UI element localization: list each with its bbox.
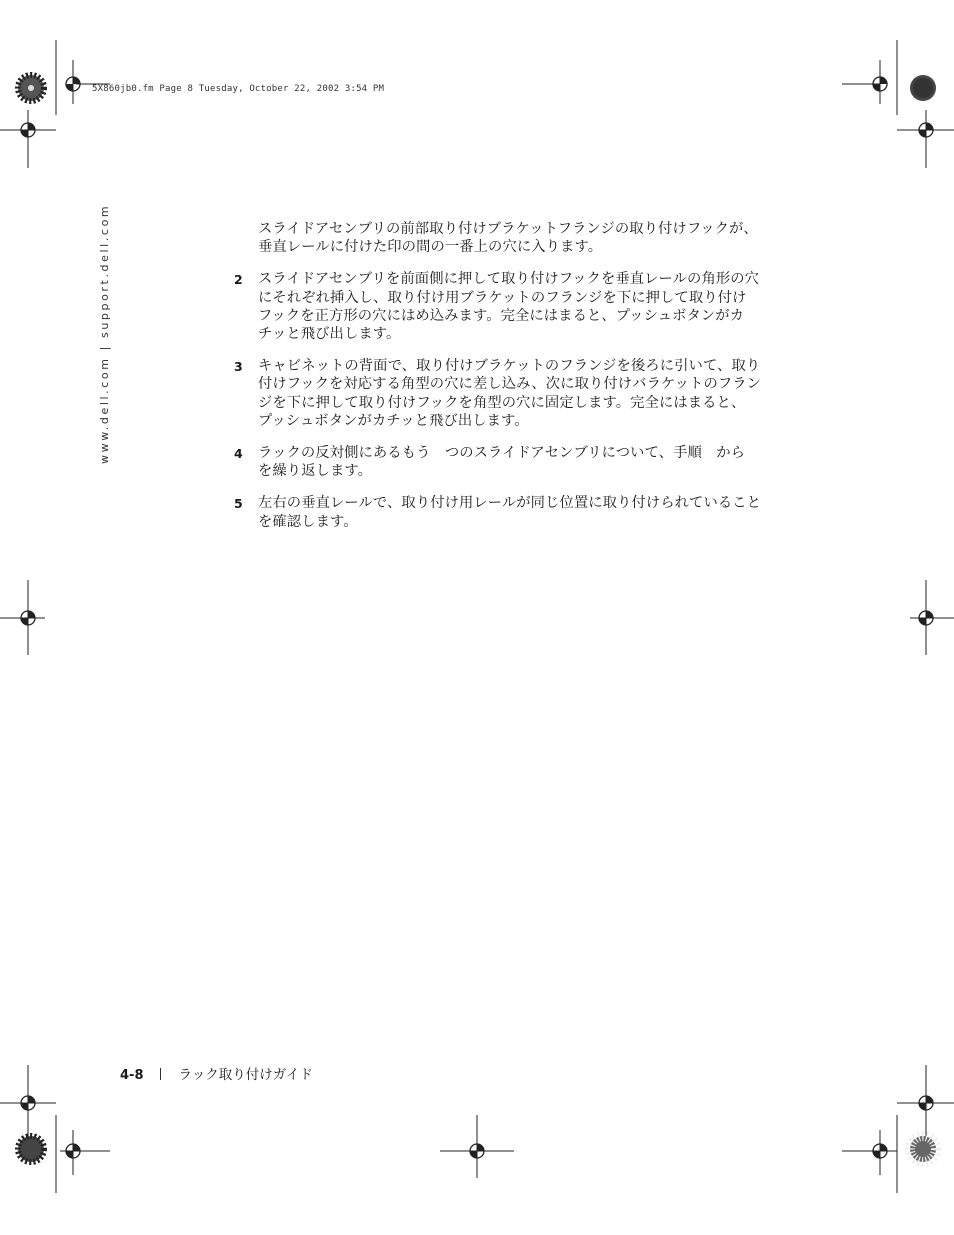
step-text-line: 垂直レールに付けた印の間の一番上の穴に入ります。 bbox=[258, 239, 603, 256]
step-text-line: にそれぞれ挿入し、取り付け用ブラケットのフランジを下に押して取り付け bbox=[258, 289, 747, 306]
instruction-item bbox=[230, 494, 810, 530]
file-info-header: 5X860jb0.fm Page 8 Tuesday, October 22, 2002 3:54 PM bbox=[92, 84, 385, 94]
instruction-list bbox=[230, 220, 810, 545]
instruction-item bbox=[230, 357, 810, 430]
step-text-line: 左右の垂直レールで、取り付け用レールが同じ位置に取り付けられていること bbox=[258, 495, 762, 512]
sidebar-url: www.dell.com | support.dell.com bbox=[98, 203, 111, 464]
step-text-line: フックを正方形の穴にはめ込みます。完全にはまると、プッシュボタンがカ bbox=[258, 307, 745, 324]
step-number: 4 bbox=[234, 446, 243, 462]
instruction-item bbox=[230, 444, 810, 480]
instruction-item bbox=[230, 220, 810, 256]
step-text-line: キャビネットの背面で、取り付けブラケットのフランジを後ろに引いて、取り bbox=[258, 358, 761, 375]
step-number: 2 bbox=[234, 272, 243, 288]
step-text-line: ジを下に押して取り付けフックを角型の穴に固定します。完全にはまると、 bbox=[258, 394, 746, 411]
footer-divider bbox=[160, 1068, 161, 1080]
page-footer bbox=[120, 1063, 313, 1083]
instruction-item bbox=[230, 270, 810, 343]
step-text-line: プッシュボタンがカチッと飛び出します。 bbox=[258, 412, 529, 429]
step-number: 5 bbox=[234, 496, 243, 512]
step-text-line: スライドアセンブリの前部取り付けブラケットフランジの取り付けフックが、 bbox=[258, 221, 758, 237]
step-text-line: ラックの反対側にあるもう つのスライドアセンブリについて、手順 から bbox=[258, 445, 746, 462]
step-text-line: 付けフックを対応する角型の穴に差し込み、次に取り付けバラケットのフラン bbox=[258, 376, 762, 393]
step-number: 3 bbox=[234, 359, 243, 375]
step-text-line: を繰り返します。 bbox=[258, 463, 373, 480]
step-text-line: チッと飛び出します。 bbox=[258, 326, 401, 343]
step-text-line: スライドアセンブリを前面側に押して取り付けフックを垂直レールの角形の穴 bbox=[258, 271, 760, 288]
footer-title: ラック取り付けガイド bbox=[178, 1067, 313, 1083]
page-number: 4-8 bbox=[120, 1068, 144, 1083]
step-text-line: を確認します。 bbox=[258, 513, 358, 530]
